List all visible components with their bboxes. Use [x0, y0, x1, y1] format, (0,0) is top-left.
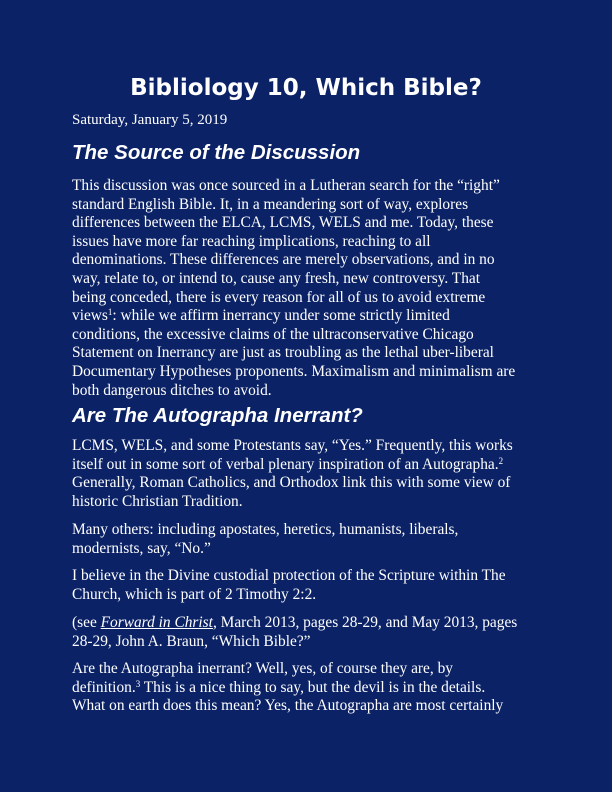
- text-line: both dangerous ditches to avoid.: [72, 381, 272, 399]
- text-line: Are the Autographa inerrant? Well, yes, of course they are, by: [72, 660, 453, 677]
- paragraph-autographa-5: [72, 660, 544, 716]
- section-heading-autographa: Are The Autographa Inerrant?: [72, 404, 363, 427]
- forward-in-christ-link[interactable]: Forward in Christ: [100, 614, 213, 631]
- section-heading-source: The Source of the Discussion: [72, 141, 361, 164]
- post-date: Saturday, January 5, 2019: [72, 112, 228, 128]
- text-run: views: [72, 307, 108, 325]
- text-line: [72, 614, 544, 633]
- text-line: modernists, say, “No.”: [72, 539, 211, 557]
- text-line: standard English Bible. It, in a meandering sort of way, explores: [72, 195, 469, 213]
- footnote-ref-1[interactable]: 1: [107, 307, 113, 318]
- text-line: [72, 456, 544, 475]
- text-line: Statement on Inerrancy are just as troubling as the lethal uber-liberal: [72, 344, 494, 362]
- text-line: What on earth does this mean? Yes, the Autographa are most certainly: [72, 697, 504, 715]
- text-line: Generally, Roman Catholics, and Orthodox link this with some view of: [72, 474, 511, 492]
- text-line: Documentary Hypotheses proponents. Maximalism and minimalism are: [72, 362, 516, 380]
- text-run: , March 2013, pages 28-29, and May 2013, pages: [212, 614, 518, 631]
- text-line: Church, which is part of 2 Timothy 2:2.: [72, 585, 317, 603]
- paragraph-autographa-4: [72, 614, 544, 651]
- text-line: LCMS, WELS, and some Protestants say, “Yes.” Frequently, this works: [72, 437, 513, 454]
- text-line: denominations. These differences are merely observations, and in no: [72, 251, 495, 269]
- text-line: [72, 307, 544, 326]
- paragraph-autographa-3: [72, 567, 544, 604]
- footnote-ref-2[interactable]: 2: [498, 455, 504, 466]
- paragraph-autographa-2: [72, 521, 544, 558]
- text-line: This discussion was once sourced in a Lutheran search for the “right”: [72, 177, 500, 194]
- text-line: historic Christian Tradition.: [72, 492, 243, 510]
- text-line: I believe in the Divine custodial protection of the Scripture within The: [72, 567, 506, 584]
- text-line: differences between the ELCA, LCMS, WELS and me. Today, these: [72, 214, 494, 232]
- text-line: [72, 679, 544, 698]
- paragraph-autographa-1: [72, 437, 544, 511]
- text-line: 28-29, John A. Braun, “Which Bible?”: [72, 632, 311, 650]
- text-run: : while we affirm inerrancy under some strictly limited: [112, 307, 450, 325]
- text-run: itself out in some sort of verbal plenary inspiration of an Autographa.: [72, 455, 499, 473]
- text-run: definition.: [72, 678, 136, 696]
- text-run: This is a nice thing to say, but the devil is in the details.: [140, 678, 486, 696]
- footnote-ref-3[interactable]: 3: [135, 678, 141, 689]
- text-line: Many others: including apostates, heretics, humanists, liberals,: [72, 521, 459, 538]
- page-title: Bibliology 10, Which Bible?: [130, 75, 482, 101]
- text-run: (see: [72, 614, 101, 631]
- text-line: being conceded, there is every reason for all of us to avoid extreme: [72, 288, 486, 306]
- text-line: way, relate to, or intend to, cause any fresh, new controversy. That: [72, 269, 480, 287]
- text-line: conditions, the excessive claims of the ultraconservative Chicago: [72, 325, 474, 343]
- paragraph-source: [72, 177, 544, 400]
- text-line: issues have more far reaching implications, reaching to all: [72, 232, 431, 250]
